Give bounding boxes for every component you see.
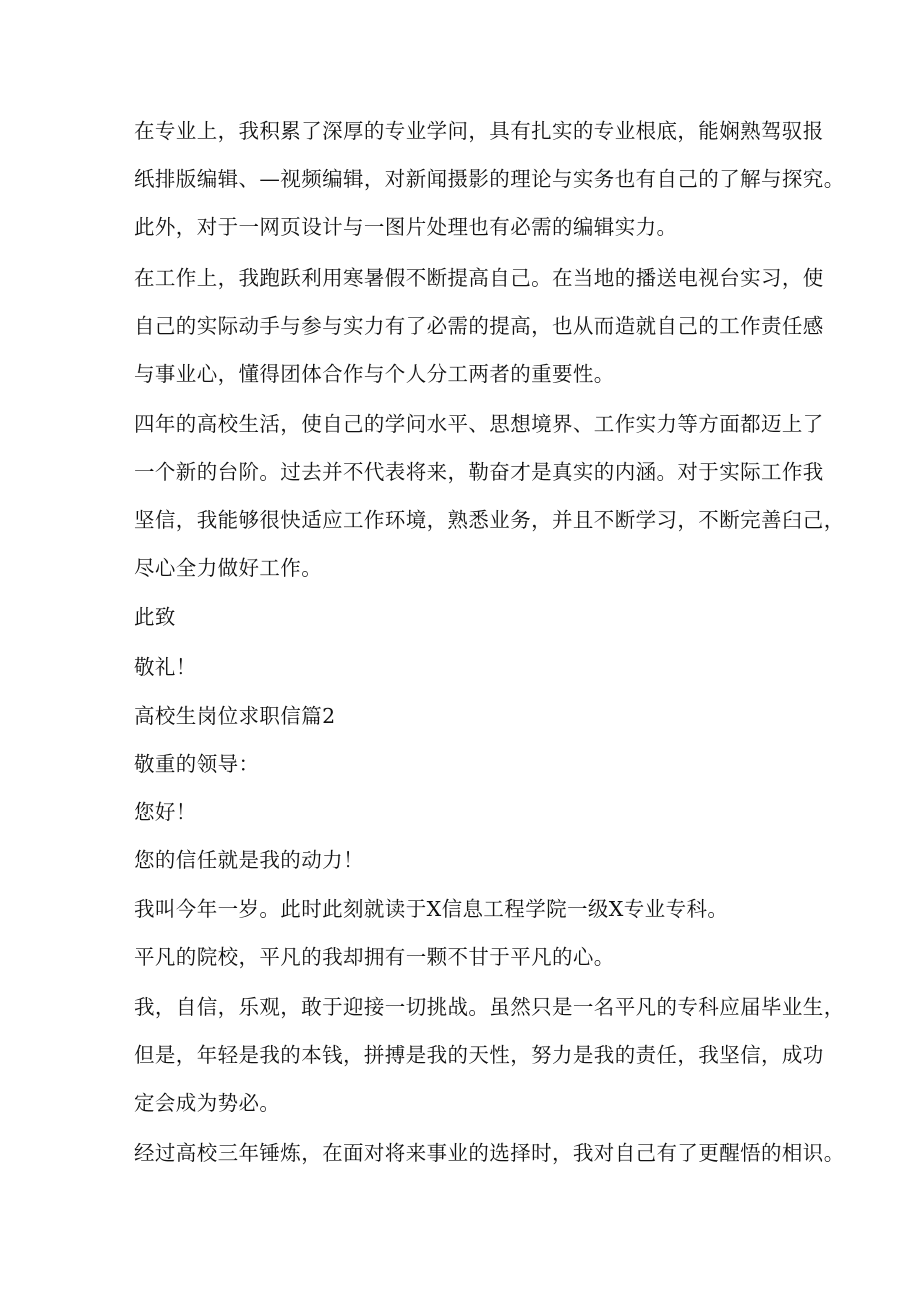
text-line: 您的信任就是我的动力！: [134, 848, 364, 872]
text-line: 我，自信，乐观，敢于迎接一切挑战。虽然只是一名平凡的专科应届毕业生，: [134, 995, 845, 1019]
text-line: 纸排版编辑、—视频编辑，对新闻摄影的理论与实务也有自己的了解与探究。: [134, 167, 845, 191]
text-line: 平凡的院校，平凡的我却拥有一颗不甘于平凡的心。: [134, 945, 615, 969]
text-line: 经过高校三年锤炼，在面对将来事业的选择时，我对自己有了更醒悟的相识。: [134, 1141, 845, 1165]
text-line: 但是，年轻是我的本钱，拼搏是我的天性，努力是我的责任，我坚信，成功: [134, 1043, 824, 1067]
text-line: 我叫今年一岁。此时此刻就读于X信息工程学院一级X专业专科。: [134, 897, 729, 921]
text-line: 您好！: [134, 800, 197, 824]
section-heading: 高校生岗位求职信篇2: [134, 704, 336, 728]
text-line: 定会成为势必。: [134, 1091, 281, 1115]
text-line: 一个新的台阶。过去并不代表将来，勒奋才是真实的内涵。对于实际工作我: [134, 460, 824, 484]
text-line: 四年的高校生活，使自己的学问水平、思想境界、工作实力等方面都迈上了: [134, 412, 824, 436]
text-line: 与事业心，懂得团体合作与个人分工两者的重要性。: [134, 362, 615, 386]
text-line: 在专业上，我积累了深厚的专业学问，具有扎实的专业根底，能娴熟驾驭报: [134, 119, 824, 143]
text-line: 坚信，我能够很快适应工作环境，熟悉业务，并且不断学习，不断完善臼己，: [134, 508, 845, 532]
closing-regards: 敬礼！: [134, 655, 197, 679]
text-line: 自己的实际动手与参与实力有了必需的提高，也从而造就自己的工作责任感: [134, 314, 824, 338]
closing-salutation: 此致: [134, 605, 176, 629]
text-line: 在工作上，我跑跃利用寒暑假不断提高自己。在当地的播送电视台实习，使: [134, 266, 824, 290]
text-line: 此外，对于一网页设计与一图片处理也有必需的编辑实力。: [134, 215, 678, 239]
text-line: 尽心全力做好工作。: [134, 556, 323, 580]
greeting-line: 敬重的领导：: [134, 752, 260, 776]
